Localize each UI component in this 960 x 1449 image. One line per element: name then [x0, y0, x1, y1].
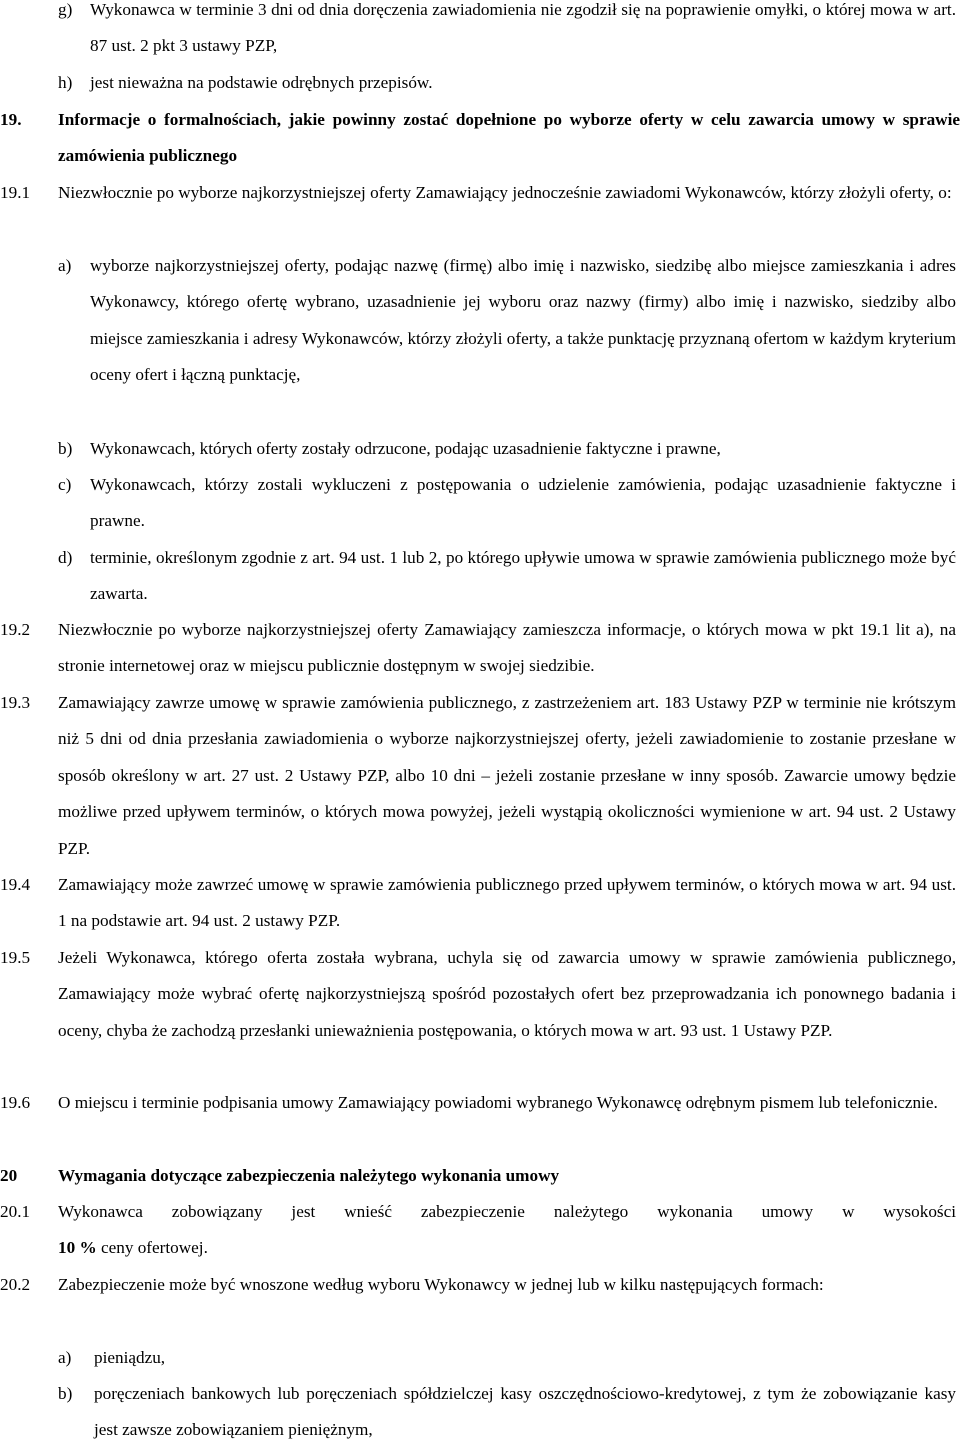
paragraph-number: 20.1 [0, 1202, 31, 1221]
list-item-text: Wykonawcach, którzy zostali wykluczeni z postępowania o udzielenie zamówienia, podając uzasadnienie faktyczne i prawne. [90, 475, 956, 531]
list-item-text: Wykonawca w terminie 3 dni od dnia doręczenia zawiadomienia nie zgodził się na poprawienie omyłki, o której mowa w art. 87 ust. 2 pkt 3 ustawy PZP, [90, 0, 956, 56]
paragraph-number: 19.3 [0, 693, 31, 712]
percentage-value: 10 % [58, 1238, 97, 1258]
list-label: d) [58, 548, 73, 567]
list-item-text: pieniądzu, [94, 1348, 166, 1367]
paragraph-number: 19.5 [0, 948, 31, 967]
section-title: Informacje o formalnościach, jakie powinny zostać dopełnione po wyborze oferty w celu zawarcia umowy w sprawie zamówienia publicznego [58, 110, 960, 166]
list-item-text: wyborze najkorzystniejszej oferty, podając nazwę (firmę) albo imię i nazwisko, siedzibę albo miejsce zamieszkania i adres Wykonawcy, którego ofertę wybrano, uzasadnienie jej wyboru oraz nazwy (firmy) albo imię i nazwisko, siedziby albo miejsce zamieszkania i adresy Wykonawców, którzy złożyli oferty, a także punktację przyznaną ofertom w każdym kryterium oceny ofert i łączną punktację, [90, 256, 956, 385]
paragraph-number: 19.6 [0, 1093, 31, 1112]
document-page: g) Wykonawca w terminie 3 dni od dnia doręczenia zawiadomienia nie zgodził się na poprawienie omyłki, o której mowa w art. 87 ust. 2 pkt 3 ustawy PZP, h) jest nieważna na podstawie odrębnych przepisów. 19. Informacje o formalnościach, jakie powinny zostać dopełnione po wyborze oferty w celu zawarcia umowy w sprawie zamówienia publicznego 19.1 Niezwłocznie po wyborze najkorzystniejszej oferty Zamawiający jednocześnie zawiadomi Wykonawców, którzy złożyli oferty, o: a) wyborze najkorzystniejszej oferty, podając nazwę (firmę) albo imię i nazwisko, siedzibę albo miejsce zamieszkania i adres Wykonawcy, którego ofertę wybrano, uzasadnienie jej wyboru oraz nazwy (firmy) albo imię i nazwisko, siedziby albo miejsce zamieszkania i adresy Wykonawców, którzy złożyli oferty, a także punktację przyznaną ofertom w każdym kryterium oceny ofert i łączną punktację, b) Wykonawcach, których oferty zostały odrzucone, podając uzasadnienie faktyczne i prawne, c) Wykonawcach, którzy zostali wykluczeni z postępowania o udzielenie zamówienia, podając uzasadnienie faktyczne i prawne. d) terminie, określonym zgodnie z art. 94 ust. 1 lub 2, po którego upływie umowa w sprawie zamówienia publicznego może być zawarta. 19.2 Niezwłocznie po wyborze najkorzystniejszej oferty Zamawiający zamieszcza informacje, o których mowa w pkt 19.1 lit a), na stronie internetowej oraz w miejscu publicznie dostępnym w swojej siedzibie. 19.3 Zamawiający zawrze umowę w sprawie zamówienia publicznego, z zastrzeżeniem art. 183 Ustawy PZP w terminie nie krótszym niż 5 dni od dnia przesłania zawiadomienia o wyborze najkorzystniejszej oferty, jeżeli zawiadomienie to zostanie przesłane w sposób określony w art. 27 ust. 2 Ustawy PZP, albo 10 dni – jeżeli zostanie przesłane w inny sposób. Zawarcie umowy będzie możliwe przed upływem terminów, o których mowa powyżej, jeżeli wystąpią okoliczności wymienione w art. 94 ust. 2 Ustawy PZP. 19.4 Zamawiający może zawrzeć umowę w sprawie zamówienia publicznego przed upływem terminów, o których mowa w art. 94 ust. 1 na podstawie art. 94 ust. 2 ustawy PZP. 19.5 Jeżeli Wykonawca, którego oferta została wybrana, uchyla się od zawarcia umowy w sprawie zamówienia publicznego, Zamawiający może wybrać ofertę najkorzystniejszą spośród pozostałych ofert bez przeprowadzania ich ponownego badania i oceny, chyba że zachodzą przesłanki unieważnienia postępowania, o których mowa w art. 93 ust. 1 Ustawy PZP. 19.6 O miejscu i terminie podpisania umowy Zamawiający powiadomi wybranego Wykonawcę odrębnym pismem lub telefonicznie. 20 Wymagania dotyczące zabezpieczenia należytego wykonania umowy 20.1 Wykonawca zobowiązany jest wnieść zabezpieczenie należytego wykonania umowy w wysokości 10 % ceny ofertowej. 20.2 Zabezpieczenie może być wnoszone według wyboru Wykonawcy w jednej lub w kilku następujących formach: a) pieniądzu, b) poręczeniach bankowych lub poręczeniach spółdzielczej kasy oszczędnościowo-kredytowej, z tym że zobowiązanie kasy jest zawsze zobowiązaniem pieniężnym, [0, 0, 960, 1442]
list-label: c) [58, 475, 72, 494]
section-number: 20 [0, 1166, 18, 1185]
paragraph-number: 19.4 [0, 875, 31, 894]
list-item-text: poręczeniach bankowych lub poręczeniach spółdzielczej kasy oszczędnościowo-kredytowej, z tym że zobowiązanie kasy jest zawsze zobowiązaniem pieniężnym, [94, 1384, 956, 1440]
paragraph-line [58, 1230, 956, 1266]
list-label: a) [58, 1348, 72, 1367]
paragraph-text: Zabezpieczenie może być wnoszone według wyboru Wykonawcy w jednej lub w kilku następujących formach: [58, 1275, 824, 1294]
list-label: a) [58, 256, 72, 275]
list-item-text: Wykonawcach, których oferty zostały odrzucone, podając uzasadnienie faktyczne i prawne, [90, 439, 721, 458]
paragraph-line: Wykonawca zobowiązany jest wnieść zabezpieczenie należytego wykonania umowy w wysokości [58, 1202, 956, 1221]
paragraph-text: Zamawiający może zawrzeć umowę w sprawie zamówienia publicznego przed upływem terminów, o których mowa w art. 94 ust. 1 na podstawie art. 94 ust. 2 ustawy PZP. [58, 875, 956, 931]
section-title: Wymagania dotyczące zabezpieczenia należytego wykonania umowy [58, 1166, 560, 1185]
paragraph-text: Niezwłocznie po wyborze najkorzystniejszej oferty Zamawiający zamieszcza informacje, o których mowa w pkt 19.1 lit a), na stronie internetowej oraz w miejscu publicznie dostępnym w swojej siedzibie. [58, 620, 956, 676]
list-label: b) [58, 439, 73, 458]
list-label: b) [58, 1384, 73, 1403]
paragraph-number: 19.2 [0, 620, 31, 639]
list-label: g) [58, 0, 73, 19]
list-label: h) [58, 73, 73, 92]
paragraph-text: O miejscu i terminie podpisania umowy Zamawiający powiadomi wybranego Wykonawcę odrębnym pismem lub telefonicznie. [58, 1093, 938, 1112]
list-item-text: terminie, określonym zgodnie z art. 94 ust. 1 lub 2, po którego upływie umowa w sprawie zamówienia publicznego może być zawarta. [90, 548, 956, 604]
paragraph-text: Jeżeli Wykonawca, którego oferta została wybrana, uchyla się od zawarcia umowy w sprawie zamówienia publicznego, Zamawiający może wybrać ofertę najkorzystniejszą spośród pozostałych ofert bez przeprowadzania ich ponownego badania i oceny, chyba że zachodzą przesłanki unieważnienia postępowania, o których mowa w art. 93 ust. 1 Ustawy PZP. [58, 948, 956, 1040]
paragraph-line-rest: ceny ofertowej. [96, 1238, 208, 1258]
paragraph-text [58, 1194, 956, 1267]
section-number: 19. [0, 110, 22, 129]
paragraph-text: Zamawiający zawrze umowę w sprawie zamówienia publicznego, z zastrzeżeniem art. 183 Ustawy PZP w terminie nie krótszym niż 5 dni od dnia przesłania zawiadomienia o wyborze najkorzystniejszej oferty, jeżeli zawiadomienie to zostanie przesłane w sposób określony w art. 27 ust. 2 Ustawy PZP, albo 10 dni – jeżeli zostanie przesłane w inny sposób. Zawarcie umowy będzie możliwe przed upływem terminów, o których mowa powyżej, jeżeli wystąpią okoliczności wymienione w art. 94 ust. 2 Ustawy PZP. [58, 693, 956, 858]
paragraph-number: 19.1 [0, 183, 31, 202]
paragraph-number: 20.2 [0, 1275, 31, 1294]
list-item-text: jest nieważna na podstawie odrębnych przepisów. [90, 73, 433, 92]
